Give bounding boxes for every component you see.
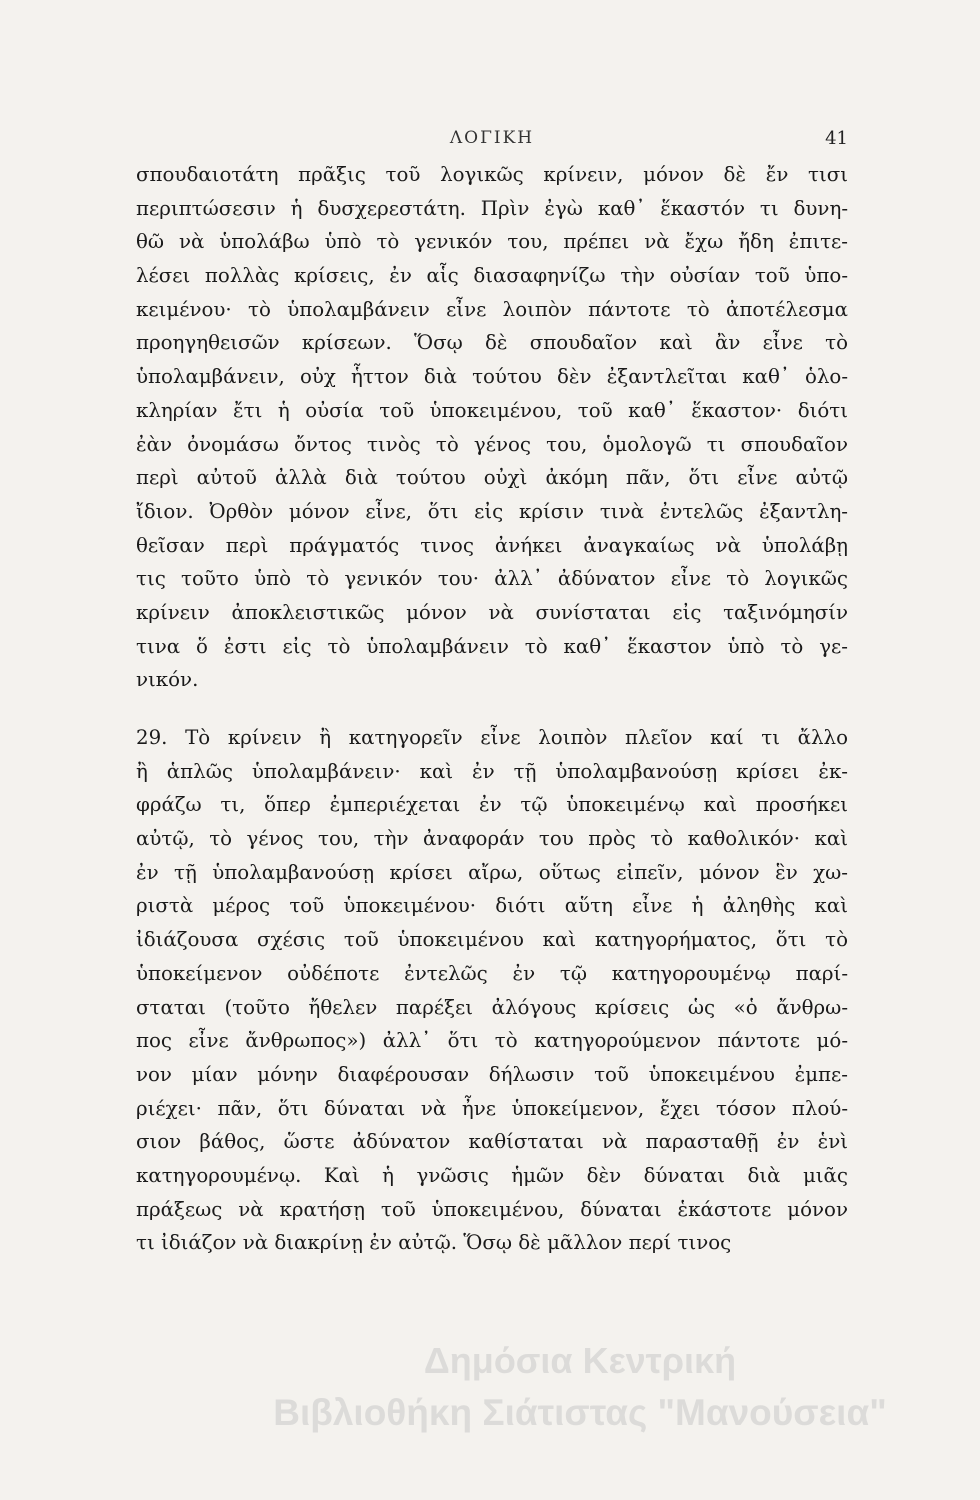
watermark-line-2: Βιβλιοθήκη Σιάτιστας "Μανούσεια" (273, 1392, 887, 1433)
text-line: ἐὰν ὀνομάσω ὄντος τινὸς τὸ γένος του, ὁμολογῶ τι σπουδαῖον (136, 432, 848, 456)
text-line: προηγηθεισῶν κρίσεων. Ὅσῳ δὲ σπουδαῖον καὶ ἂν εἶνε τὸ (136, 331, 848, 355)
text-line: σιον βάθος, ὥστε ἀδύνατον καθίσταται νὰ παρασταθῇ ἐν ἑνὶ (136, 1130, 848, 1154)
text-line: ἢ ἁπλῶς ὑπολαμβάνειν· καὶ ἐν τῇ ὑπολαμβανούσῃ κρίσει ἐκ- (136, 759, 848, 783)
watermark-line-1: Δημόσια Κεντρική (423, 1340, 737, 1381)
text-line: 29. Τὸ κρίνειν ἢ κατηγορεῖν εἶνε λοιπὸν πλεῖον καί τι ἄλλο (136, 726, 848, 749)
text-line: κρίνειν ἀποκλειστικῶς μόνον νὰ συνίσταται εἰς ταξινόμησίν (136, 600, 848, 624)
text-line: ἴδιον. Ὀρθὸν μόνον εἶνε, ὅτι εἰς κρίσιν τινὰ ἐντελῶς ἐξαντλη- (136, 499, 848, 523)
text-line: νον μίαν μόνην διαφέρουσαν δήλωσιν τοῦ ὑποκειμένου ἐμπε- (136, 1062, 848, 1086)
text-line: σταται (τοῦτο ἤθελεν παρέξει ἀλόγους κρίσεις ὡς «ὁ ἄνθρω- (136, 995, 848, 1019)
page-number: 41 (825, 128, 848, 149)
text-line: ὑποκείμενον οὐδέποτε ἐντελῶς ἐν τῷ κατηγορουμένῳ παρί- (136, 961, 848, 985)
text-line: αὐτῷ, τὸ γένος του, τὴν ἀναφοράν του πρὸς τὸ καθολικόν· καὶ (136, 827, 848, 851)
text-line: λέσει πολλὰς κρίσεις, ἐν αἷς διασαφηνίζω τὴν οὐσίαν τοῦ ὑπο- (136, 264, 848, 288)
text-line: θεῖσαν περὶ πράγματός τινος ἀνήκει ἀναγκαίως νὰ ὑπολάβῃ (136, 533, 848, 557)
paragraph-1 (136, 158, 848, 697)
page-title: ΛΟΓΙΚΗ (449, 128, 535, 148)
text-line: ὑπολαμβάνειν, οὐχ ἧττον διὰ τούτου δὲν ἐξαντλεῖται καθ᾽ ὁλο- (136, 365, 848, 389)
text-line: ἐν τῇ ὑπολαμβανούσῃ κρίσει αἴρω, οὕτως εἰπεῖν, μόνον ἓν χω- (136, 860, 848, 884)
running-head (136, 128, 848, 152)
text-line: κειμένου· τὸ ὑπολαμβάνειν εἶνε λοιπὸν πάντοτε τὸ ἀποτέλεσμα (136, 297, 848, 321)
text-line: περὶ αὐτοῦ ἀλλὰ διὰ τούτου οὐχὶ ἀκόμη πᾶν, ὅτι εἶνε αὐτῷ (136, 466, 848, 490)
text-line: πος εἶνε ἄνθρωπος») ἀλλ᾽ ὅτι τὸ κατηγορούμενον πάντοτε μό- (136, 1029, 848, 1053)
body-text (136, 158, 848, 1260)
text-line: σπουδαιοτάτη πρᾶξις τοῦ λογικῶς κρίνειν, μόνον δὲ ἔν τισι (136, 163, 848, 186)
text-line: τι ἰδιάζον νὰ διακρίνῃ ἐν αὐτῷ. Ὅσῳ δὲ μᾶλλον περί τινος (136, 1231, 732, 1255)
text-line: κληρίαν ἔτι ἡ οὐσία τοῦ ὑποκειμένου, τοῦ καθ᾽ ἕκαστον· διότι (136, 398, 848, 422)
text-line: ἰδιάζουσα σχέσις τοῦ ὑποκειμένου καὶ κατηγορήματος, ὅτι τὸ (136, 928, 848, 952)
text-line: φράζω τι, ὅπερ ἐμπεριέχεται ἐν τῷ ὑποκειμένῳ καὶ προσήκει (136, 793, 848, 817)
text-line: περιπτώσεσιν ἡ δυσχερεστάτη. Πρὶν ἐγὼ καθ᾽ ἕκαστόν τι δυνη- (136, 196, 848, 220)
text-line: τινα ὅ ἐστι εἰς τὸ ὑπολαμβάνειν τὸ καθ᾽ ἕκαστον ὑπὸ τὸ γε- (136, 634, 848, 658)
text-line: τις τοῦτο ὑπὸ τὸ γενικόν του· ἀλλ᾽ ἀδύνατον εἶνε τὸ λογικῶς (136, 567, 848, 591)
text-line: ριστὰ μέρος τοῦ ὑποκειμένου· διότι αὕτη εἶνε ἡ ἀληθὴς καὶ (136, 894, 848, 918)
text-line: θῶ νὰ ὑπολάβω ὑπὸ τὸ γενικόν του, πρέπει νὰ ἔχω ἤδη ἐπιτε- (136, 230, 848, 254)
paragraph-2 (136, 721, 848, 1260)
text-line: ριέχει· πᾶν, ὅτι δύναται νὰ ἦνε ὑποκείμενον, ἔχει τόσον πλού- (136, 1096, 848, 1120)
text-line: νικόν. (136, 668, 199, 692)
text-line: κατηγορουμένῳ. Καὶ ἡ γνῶσις ἡμῶν δὲν δύναται διὰ μιᾶς (136, 1163, 848, 1187)
text-line: πράξεως νὰ κρατήσῃ τοῦ ὑποκειμένου, δύναται ἑκάστοτε μόνον (136, 1197, 848, 1221)
